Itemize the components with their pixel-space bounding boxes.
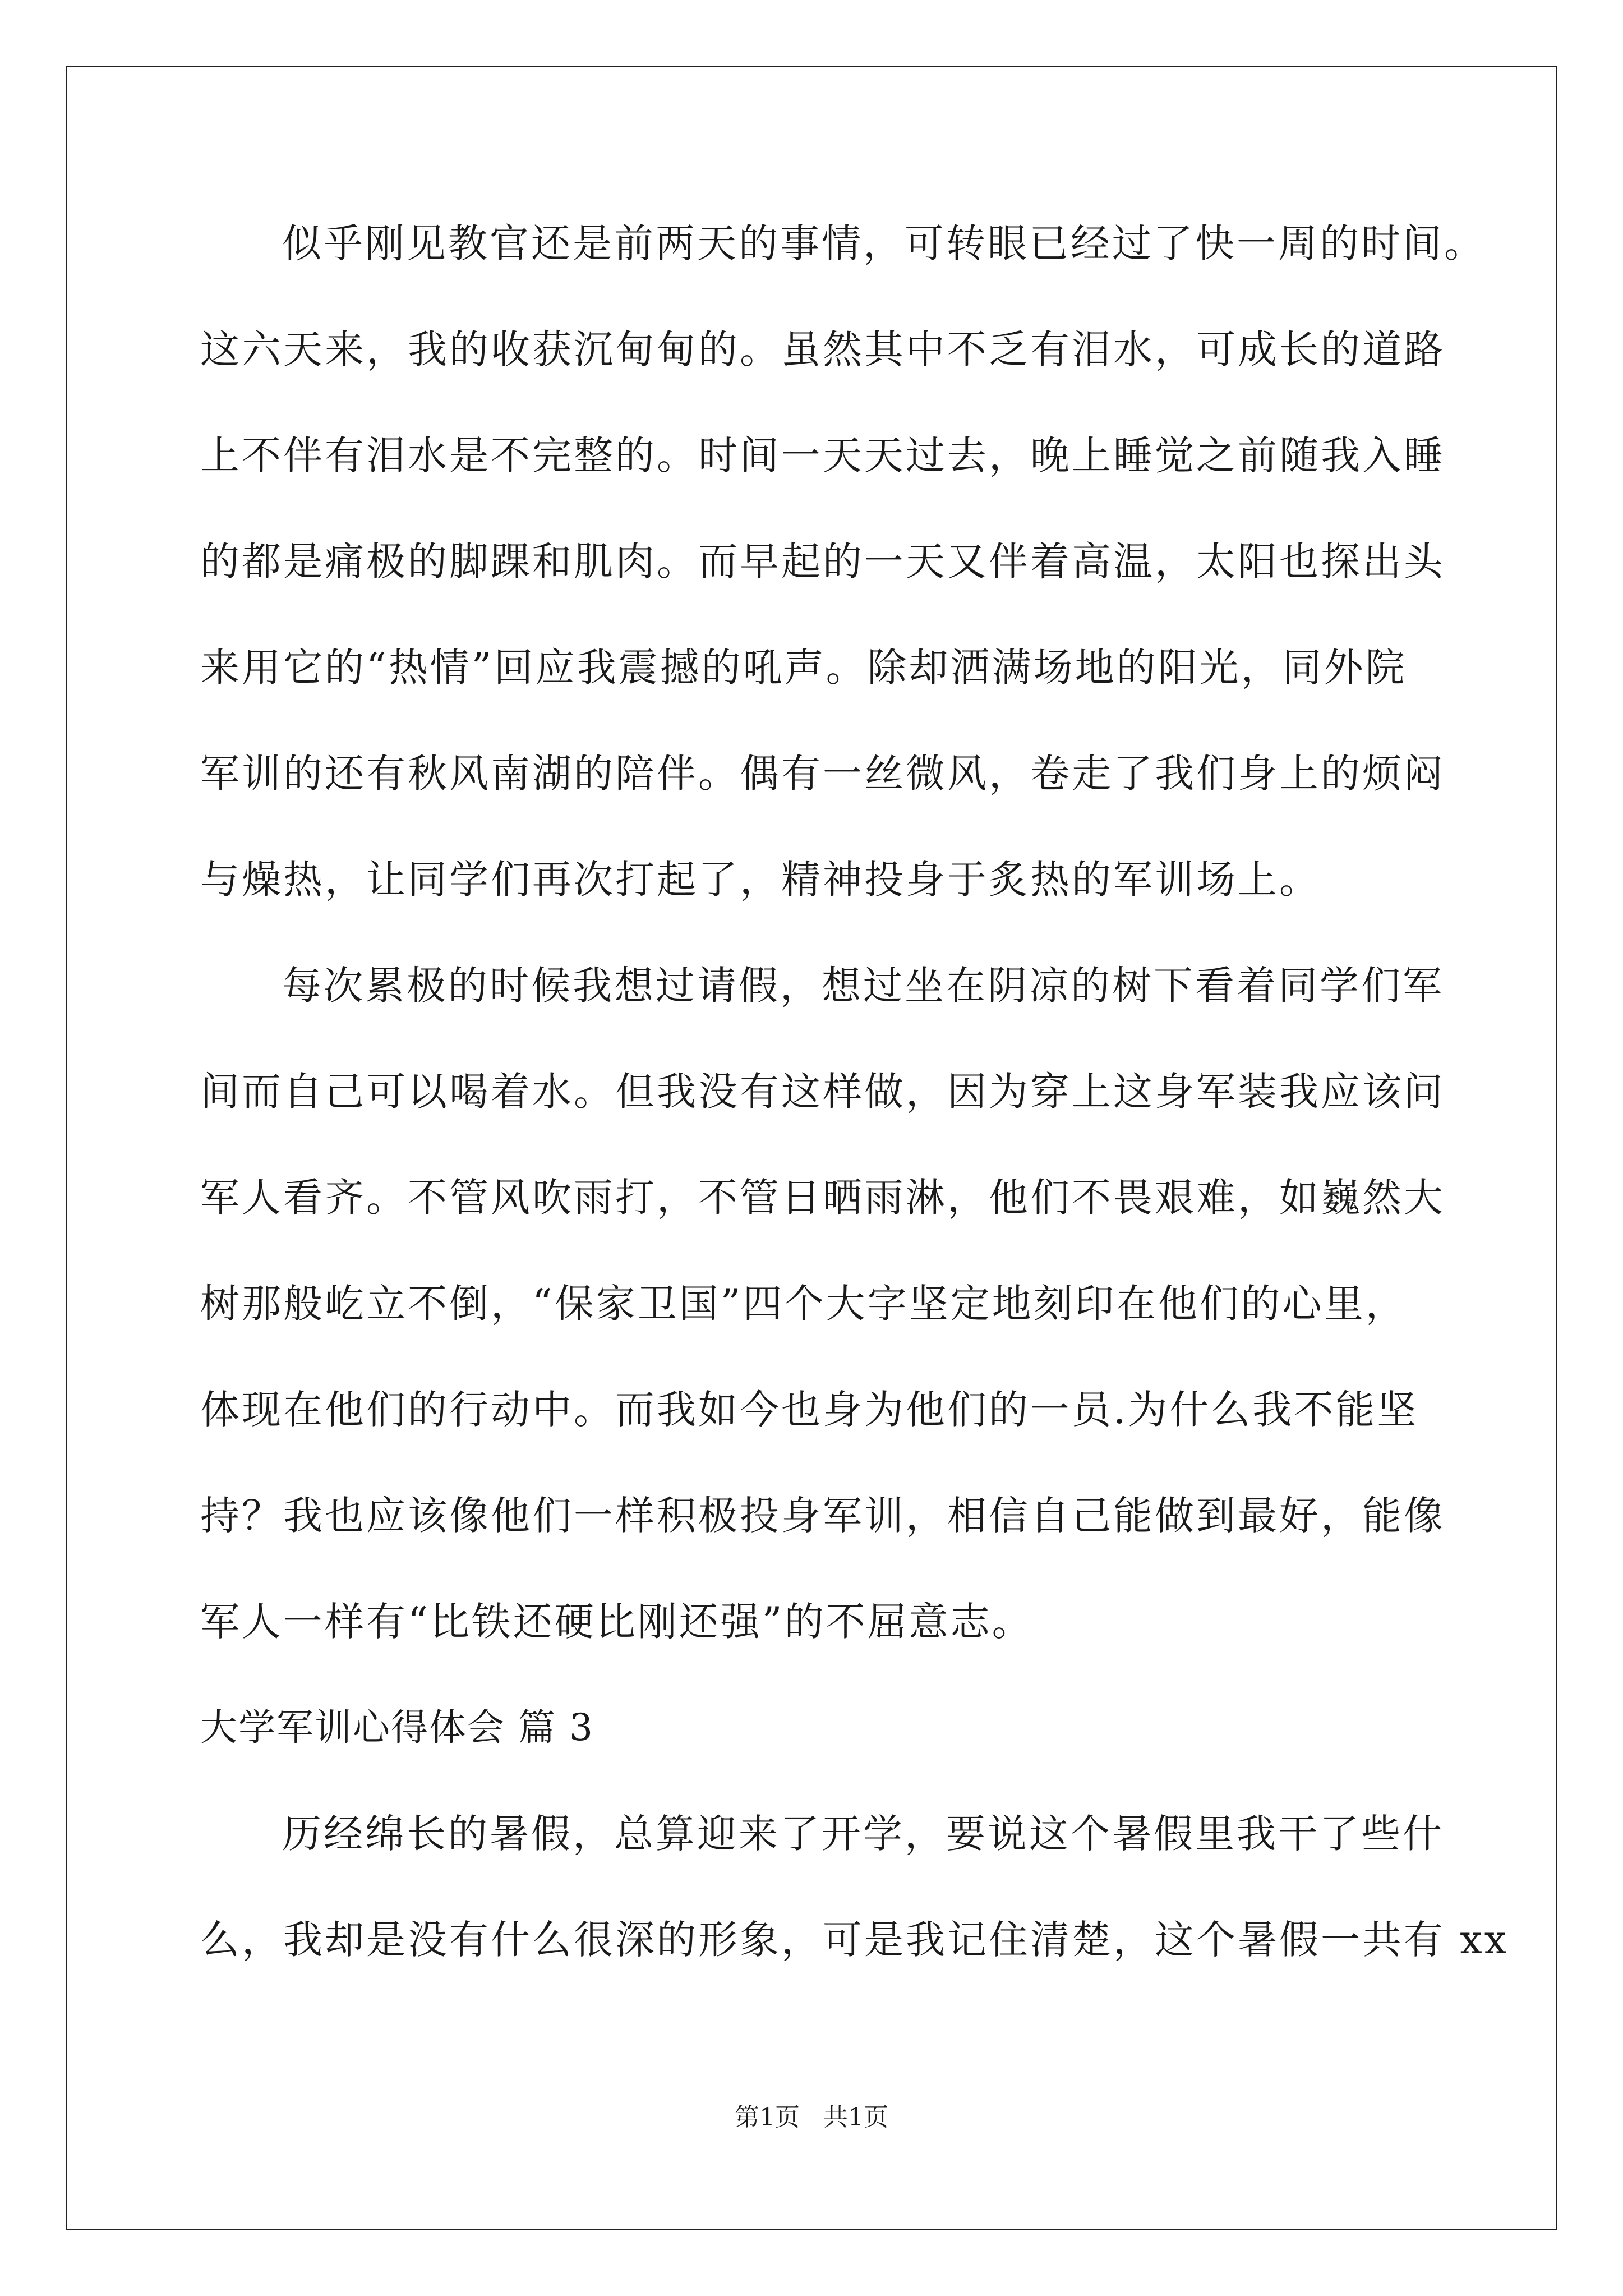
paragraph-line: 持？我也应该像他们一样积极投身军训，相信自己能做到最好，能像 xyxy=(200,1493,1445,1539)
paragraph-line: 么，我却是没有什么很深的形象，可是我记住清楚，这个暑假一共有 xx xyxy=(200,1917,1509,1963)
page-footer: 第1页 共1页 xyxy=(735,2103,888,2132)
paragraph-line: 似乎刚见教官还是前两天的事情，可转眼已经过了快一周的时间。 xyxy=(282,220,1486,266)
paragraph-line: 的都是痛极的脚踝和肌肉。而早起的一天又伴着高温，太阳也探出头 xyxy=(200,539,1445,585)
paragraph-line: 与燥热，让同学们再次打起了，精神投身于炙热的军训场上。 xyxy=(200,857,1321,903)
paragraph-line: 体现在他们的行动中。而我如今也身为他们的一员.为什么我不能坚 xyxy=(200,1387,1419,1433)
section-heading: 大学军训心得体会 篇 3 xyxy=(200,1706,594,1749)
paragraph-line: 上不伴有泪水是不完整的。时间一天天过去，晚上睡觉之前随我入睡 xyxy=(200,432,1445,478)
paragraph-line: 这六天来，我的收获沉甸甸的。虽然其中不乏有泪水，可成长的道路 xyxy=(200,326,1445,372)
paragraph-line: 树那般屹立不倒，“保家卫国”四个大字坚定地刻印在他们的心里， xyxy=(200,1281,1407,1327)
paragraph-line: 军人看齐。不管风吹雨打，不管日晒雨淋，他们不畏艰难，如巍然大 xyxy=(200,1175,1445,1221)
paragraph-line: 每次累极的时候我想过请假，想过坐在阴凉的树下看着同学们军 xyxy=(282,963,1444,1009)
document-body xyxy=(200,215,1509,2018)
paragraph-line: 历经绵长的暑假，总算迎来了开学，要说这个暑假里我干了些什 xyxy=(282,1811,1444,1857)
paragraph-line: 间而自己可以喝着水。但我没有这样做，因为穿上这身军装我应该问 xyxy=(200,1069,1445,1115)
paragraph-line: 来用它的“热情”回应我震撼的吼声。除却洒满场地的阳光，同外院 xyxy=(200,645,1407,691)
paragraph-line: 军人一样有“比铁还硬比刚还强”的不屈意志。 xyxy=(200,1599,1034,1645)
paragraph-line: 军训的还有秋风南湖的陪伴。偶有一丝微风，卷走了我们身上的烦闷 xyxy=(200,751,1445,797)
